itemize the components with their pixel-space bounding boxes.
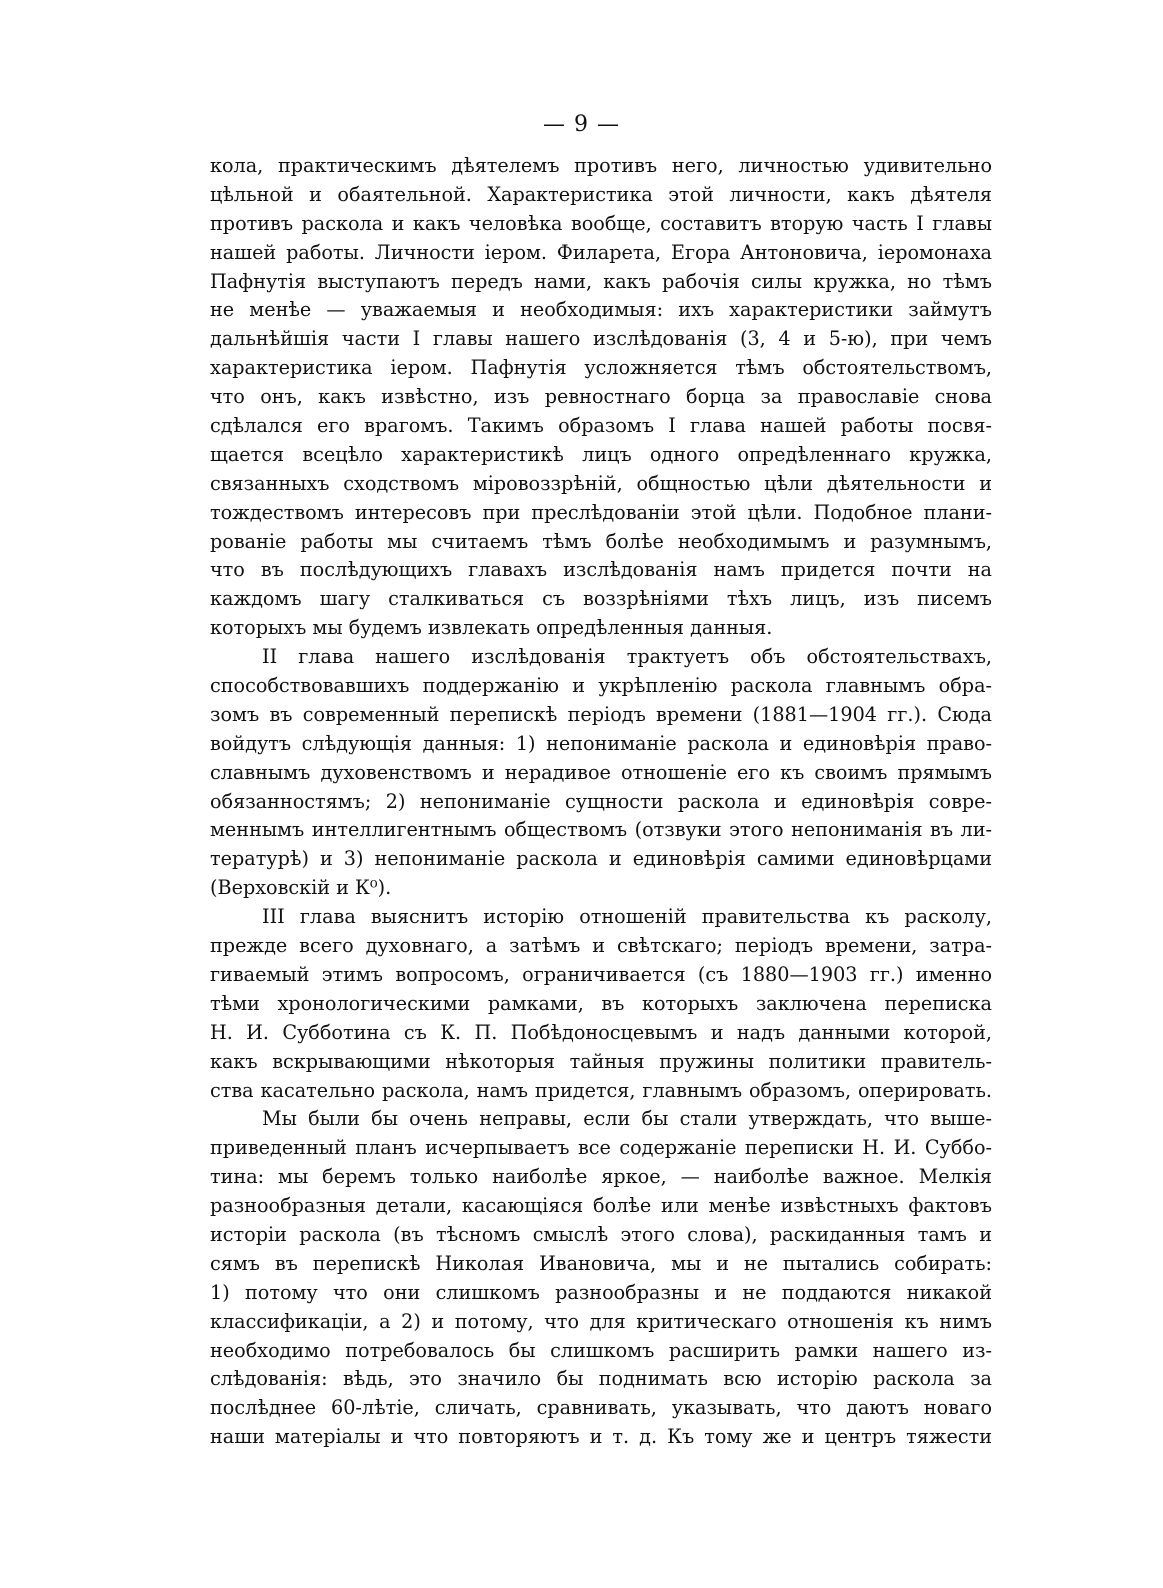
text-line: способствовавшихъ поддержанiю и укрѣпленiю раскола главнымъ обра- <box>210 674 992 698</box>
text-line: противъ раскола и какъ человѣка вообще, составитъ вторую часть I главы <box>210 211 992 235</box>
text-line: рованiе работы мы считаемъ тѣмъ болѣе необходимымъ и разумнымъ, <box>210 529 992 553</box>
text-line: характеристика iером. Пафнутiя усложняется тѣмъ обстоятельствомъ, <box>210 356 992 380</box>
text-line: тѣми хронологическими рамками, въ которыхъ заключена переписка <box>210 991 992 1015</box>
text-line: III глава выяснитъ исторiю отношенiй правительства къ расколу, <box>262 905 992 929</box>
text-line: 1) потому что они слишкомъ разнообразны и не поддаются никакой <box>210 1280 992 1304</box>
text-line: какъ вскрывающими нѣкоторыя тайныя пружины политики правитель- <box>210 1049 992 1073</box>
text-line: нашей работы. Личности iером. Филарета, Егора Антоновича, iеромонаха <box>210 240 992 264</box>
text-line: прежде всего духовнаго, а затѣмъ и свѣтскаго; перiодъ времени, затра- <box>210 934 992 958</box>
text-line: не менѣе — уважаемыя и необходимыя: ихъ характеристики займутъ <box>210 298 992 322</box>
text-line: славнымъ духовенствомъ и нерадивое отношенiе его къ своимъ прямымъ <box>210 760 992 784</box>
text-line: ства касательно раскола, намъ придется, главнымъ образомъ, оперировать. <box>210 1078 992 1102</box>
text-line: сямъ въ перепискѣ Николая Ивановича, мы и не пытались собирать: <box>210 1251 992 1275</box>
text-line: сдѣлался его врагомъ. Такимъ образомъ I глава нашей работы посвя- <box>210 414 992 438</box>
text-line: кола, практическимъ дѣятелемъ противъ него, личностью удивительно <box>210 154 992 177</box>
text-line: Мы были бы очень неправы, если бы стали утверждать, что выше- <box>262 1107 992 1131</box>
text-line: тина: мы беремъ только наиболѣе яркое, — наиболѣе важное. Мелкiя <box>210 1165 992 1189</box>
text-line: необходимо потребовалось бы слишкомъ расширить рамки нашего из- <box>210 1338 992 1362</box>
text-line: меннымъ интеллигентнымъ обществомъ (отзвуки этого непониманiя въ ли- <box>210 818 992 842</box>
text-line: тературѣ) и 3) непониманiе раскола и единовѣрiя самими единовѣрцами <box>210 847 992 871</box>
body-text <box>210 152 992 1481</box>
text-line: щается всецѣло характеристикѣ лицъ одного опредѣленнаго кружка, <box>210 442 992 466</box>
text-line: наши матерiалы и что повторяютъ и т. д. Къ тому же и центръ тяжести <box>210 1425 992 1449</box>
text-line: связанныхъ сходствомъ мiровоззрѣнiй, общностью цѣли дѣятельности и <box>210 471 992 495</box>
text-line: которыхъ мы будемъ извлекать опредѣленныя данныя. <box>210 616 773 640</box>
text-line: тождествомъ интересовъ при преслѣдованiи этой цѣли. Подобное плани- <box>210 500 992 524</box>
text-line: Н. И. Субботина съ К. П. Побѣдоносцевымъ и надъ данными которой, <box>210 1020 992 1044</box>
text-line: (Верховскiй и К⁰). <box>210 876 392 900</box>
page-number: — 9 — <box>543 112 620 137</box>
text-line: цѣльной и обаятельной. Характеристика этой личности, какъ дѣятеля <box>210 182 992 206</box>
text-line: что въ послѣдующихъ главахъ изслѣдованiя намъ придется почти на <box>210 558 992 582</box>
text-line: II глава нашего изслѣдованiя трактуетъ объ обстоятельствахъ, <box>262 645 992 669</box>
text-line <box>210 1452 992 1481</box>
text-line: обязанностямъ; 2) непониманiе сущности раскола и единовѣрiя совре- <box>210 789 992 813</box>
text-line: зомъ въ современный перепискѣ перiодъ времени (1881—1904 гг.). Сюда <box>210 702 992 726</box>
text-line: разнообразныя детали, касающiяся болѣе или менѣе извѣстныхъ фактовъ <box>210 1194 992 1218</box>
text-line: гиваемый этимъ вопросомъ, ограничивается (съ 1880—1903 гг.) именно <box>210 962 992 986</box>
text-line: послѣднее 60-лѣтiе, сличать, сравнивать, указывать, что даютъ новаго <box>210 1396 992 1420</box>
text-line: что онъ, какъ извѣстно, изъ ревностнаго борца за православiе снова <box>210 385 992 409</box>
text-line: классификацiи, а 2) и потому, что для критическаго отношенiя къ нимъ <box>210 1309 992 1333</box>
text-line: приведенный планъ исчерпываетъ все содержанiе переписки Н. И. Суббо- <box>210 1136 992 1160</box>
text-line: слѣдованiя: вѣдь, это значило бы поднимать всю исторiю раскола за <box>210 1367 992 1391</box>
text-line: Пафнутiя выступаютъ передъ нами, какъ рабочiя силы кружка, но тѣмъ <box>210 269 992 293</box>
text-line: каждомъ шагу сталкиваться съ воззрѣнiями тѣхъ лицъ, изъ писемъ <box>210 587 992 611</box>
text-line: войдутъ слѣдующiя данныя: 1) непониманiе раскола и единовѣрiя право- <box>210 731 992 755</box>
text-line: исторiи раскола (въ тѣсномъ смыслѣ этого слова), раскиданныя тамъ и <box>210 1222 992 1246</box>
text-line: дальнѣйшiя части I главы нашего изслѣдованiя (3, 4 и 5-ю), при чемъ <box>210 327 992 351</box>
